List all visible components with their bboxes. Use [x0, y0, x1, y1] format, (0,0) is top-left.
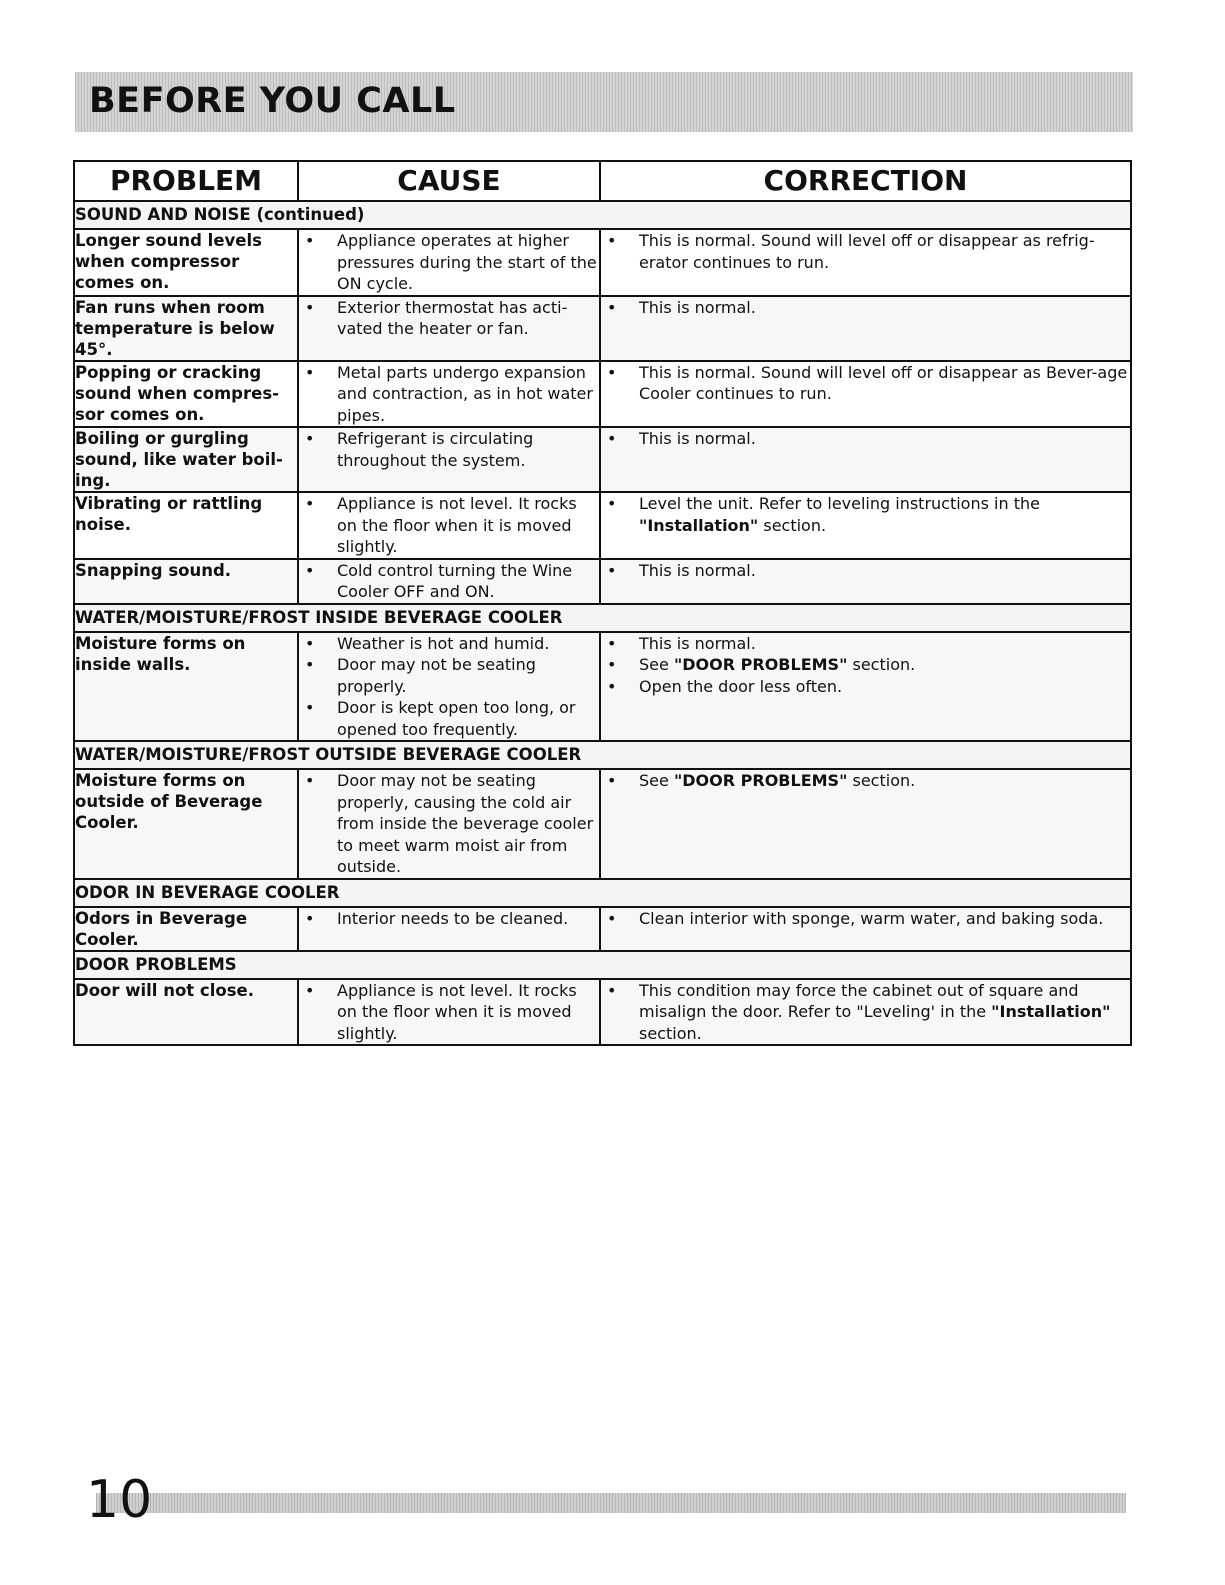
correction-item [601, 493, 1130, 536]
correction-text: This is normal. Sound will level off or disappear as Bever-age Cooler continues to run. [639, 362, 1128, 403]
correction-cell [600, 229, 1131, 296]
cause-item: • Door may not be seating properly, causing the cold air from inside the beverage cooler to meet warm moist air from outside. [299, 770, 599, 878]
cause-list [299, 908, 599, 930]
table-row [74, 296, 1131, 361]
correction-item [601, 560, 1130, 582]
cause-list [299, 633, 599, 741]
correction-text: section. [847, 655, 916, 674]
table-row [74, 361, 1131, 428]
problem-cell: Door will not close. [74, 979, 298, 1046]
cause-cell [298, 296, 600, 361]
correction-list [601, 908, 1130, 930]
table-row [74, 492, 1131, 559]
cause-list [299, 297, 599, 340]
section-reference: "DOOR PROBLEMS" [673, 771, 848, 790]
section-row [74, 741, 1131, 769]
problem-cell: Moisture forms on outside of Beverage Cooler. [74, 769, 298, 879]
cause-cell [298, 979, 600, 1046]
section-title: SOUND AND NOISE (continued) [74, 201, 1131, 229]
correction-item [601, 676, 1130, 698]
correction-list [601, 980, 1130, 1045]
cause-list [299, 428, 599, 471]
correction-text: section. [847, 771, 916, 790]
correction-text: section. [639, 1023, 702, 1043]
correction-item [601, 980, 1130, 1045]
section-reference: "Installation" [991, 1002, 1111, 1021]
correction-text: This is normal. [639, 429, 756, 448]
correction-item [601, 230, 1130, 273]
table-row [74, 907, 1131, 951]
correction-list [601, 362, 1130, 405]
cause-list [299, 980, 599, 1045]
correction-text: This is normal. [639, 560, 756, 580]
cause-item: • Weather is hot and humid. [299, 633, 599, 655]
header-correction: CORRECTION [600, 161, 1131, 201]
page-banner [75, 72, 1133, 132]
problem-cell: Fan runs when room temperature is below 45°. [74, 296, 298, 361]
cause-item: • Cold control turning the Wine Cooler OFF and ON. [299, 560, 599, 603]
section-row [74, 951, 1131, 979]
section-row [74, 201, 1131, 229]
correction-text: This is normal. Sound will level off or disappear as refrig-erator continues to run. [639, 231, 1095, 272]
cause-item: • Appliance is not level. It rocks on the floor when it is moved slightly. [299, 980, 599, 1045]
problem-cell: Popping or cracking sound when compres-sor comes on. [74, 361, 298, 428]
header-row [74, 161, 1131, 201]
correction-item [601, 654, 1130, 676]
cause-cell [298, 907, 600, 951]
cause-cell [298, 427, 600, 492]
cause-list [299, 770, 599, 878]
correction-text: This condition may force the cabinet out of square and misalign the door. Refer to "Leveling' in the [639, 980, 1079, 1021]
correction-cell [600, 632, 1131, 742]
correction-item [601, 297, 1130, 319]
correction-text: section. [758, 515, 827, 535]
table-row [74, 769, 1131, 879]
cause-cell [298, 492, 600, 559]
section-row [74, 879, 1131, 907]
correction-list [601, 230, 1130, 273]
correction-list [601, 297, 1130, 319]
correction-cell [600, 559, 1131, 604]
table-row [74, 427, 1131, 492]
correction-list [601, 493, 1130, 536]
cause-item: • Exterior thermostat has acti-vated the heater or fan. [299, 297, 599, 340]
cause-list [299, 560, 599, 603]
table-row [74, 559, 1131, 604]
correction-list [601, 633, 1130, 698]
problem-cell: Longer sound levels when compressor comes on. [74, 229, 298, 296]
correction-text: Level the unit. Refer to leveling instructions in the [639, 494, 1040, 513]
correction-cell [600, 296, 1131, 361]
problem-cell: Odors in Beverage Cooler. [74, 907, 298, 951]
troubleshooting-table [73, 160, 1132, 1046]
correction-text: Open the door less often. [639, 676, 843, 696]
cause-item: • Door may not be seating properly. [299, 654, 599, 697]
section-title: DOOR PROBLEMS [74, 951, 1131, 979]
cause-list [299, 230, 599, 295]
section-reference: "DOOR PROBLEMS" [673, 655, 848, 674]
correction-cell [600, 361, 1131, 428]
correction-cell [600, 492, 1131, 559]
cause-cell [298, 769, 600, 879]
correction-cell [600, 979, 1131, 1046]
correction-list [601, 560, 1130, 582]
page-title: BEFORE YOU CALL [89, 81, 456, 121]
problem-cell: Snapping sound. [74, 559, 298, 604]
correction-text: See [639, 771, 674, 790]
cause-list [299, 493, 599, 558]
table-row [74, 229, 1131, 296]
header-cause: CAUSE [298, 161, 600, 201]
cause-item: • Appliance is not level. It rocks on the floor when it is moved slightly. [299, 493, 599, 558]
correction-list [601, 428, 1130, 450]
problem-cell: Vibrating or rattling noise. [74, 492, 298, 559]
header-problem: PROBLEM [74, 161, 298, 201]
correction-text: See [639, 655, 674, 674]
cause-item: • Refrigerant is circulating throughout the system. [299, 428, 599, 471]
cause-item: • Appliance operates at higher pressures during the start of the ON cycle. [299, 230, 599, 295]
correction-item [601, 908, 1130, 930]
table-row [74, 979, 1131, 1046]
cause-item: • Door is kept open too long, or opened too frequently. [299, 697, 599, 740]
correction-item [601, 362, 1130, 405]
footer-band [96, 1493, 1126, 1513]
correction-item [601, 633, 1130, 655]
cause-item: • Interior needs to be cleaned. [299, 908, 599, 930]
cause-item: • Metal parts undergo expansion and contraction, as in hot water pipes. [299, 362, 599, 427]
correction-cell [600, 907, 1131, 951]
correction-text: Clean interior with sponge, warm water, and baking soda. [639, 908, 1104, 928]
table-body [74, 201, 1131, 1045]
correction-text: This is normal. [639, 633, 756, 653]
section-reference: "Installation" [639, 515, 759, 535]
correction-item [601, 770, 1130, 792]
problem-cell: Boiling or gurgling sound, like water boil-ing. [74, 427, 298, 492]
problem-cell: Moisture forms on inside walls. [74, 632, 298, 742]
correction-list [601, 770, 1130, 792]
section-title: ODOR IN BEVERAGE COOLER [74, 879, 1131, 907]
cause-cell [298, 361, 600, 428]
table-row [74, 632, 1131, 742]
cause-cell [298, 632, 600, 742]
correction-item [601, 428, 1130, 450]
correction-cell [600, 769, 1131, 879]
section-title: WATER/MOISTURE/FROST OUTSIDE BEVERAGE COOLER [74, 741, 1131, 769]
cause-list [299, 362, 599, 427]
cause-cell [298, 229, 600, 296]
correction-text: This is normal. [639, 297, 756, 317]
cause-cell [298, 559, 600, 604]
correction-cell [600, 427, 1131, 492]
section-row [74, 604, 1131, 632]
section-title: WATER/MOISTURE/FROST INSIDE BEVERAGE COOLER [74, 604, 1131, 632]
page-number: 10 [86, 1470, 153, 1530]
